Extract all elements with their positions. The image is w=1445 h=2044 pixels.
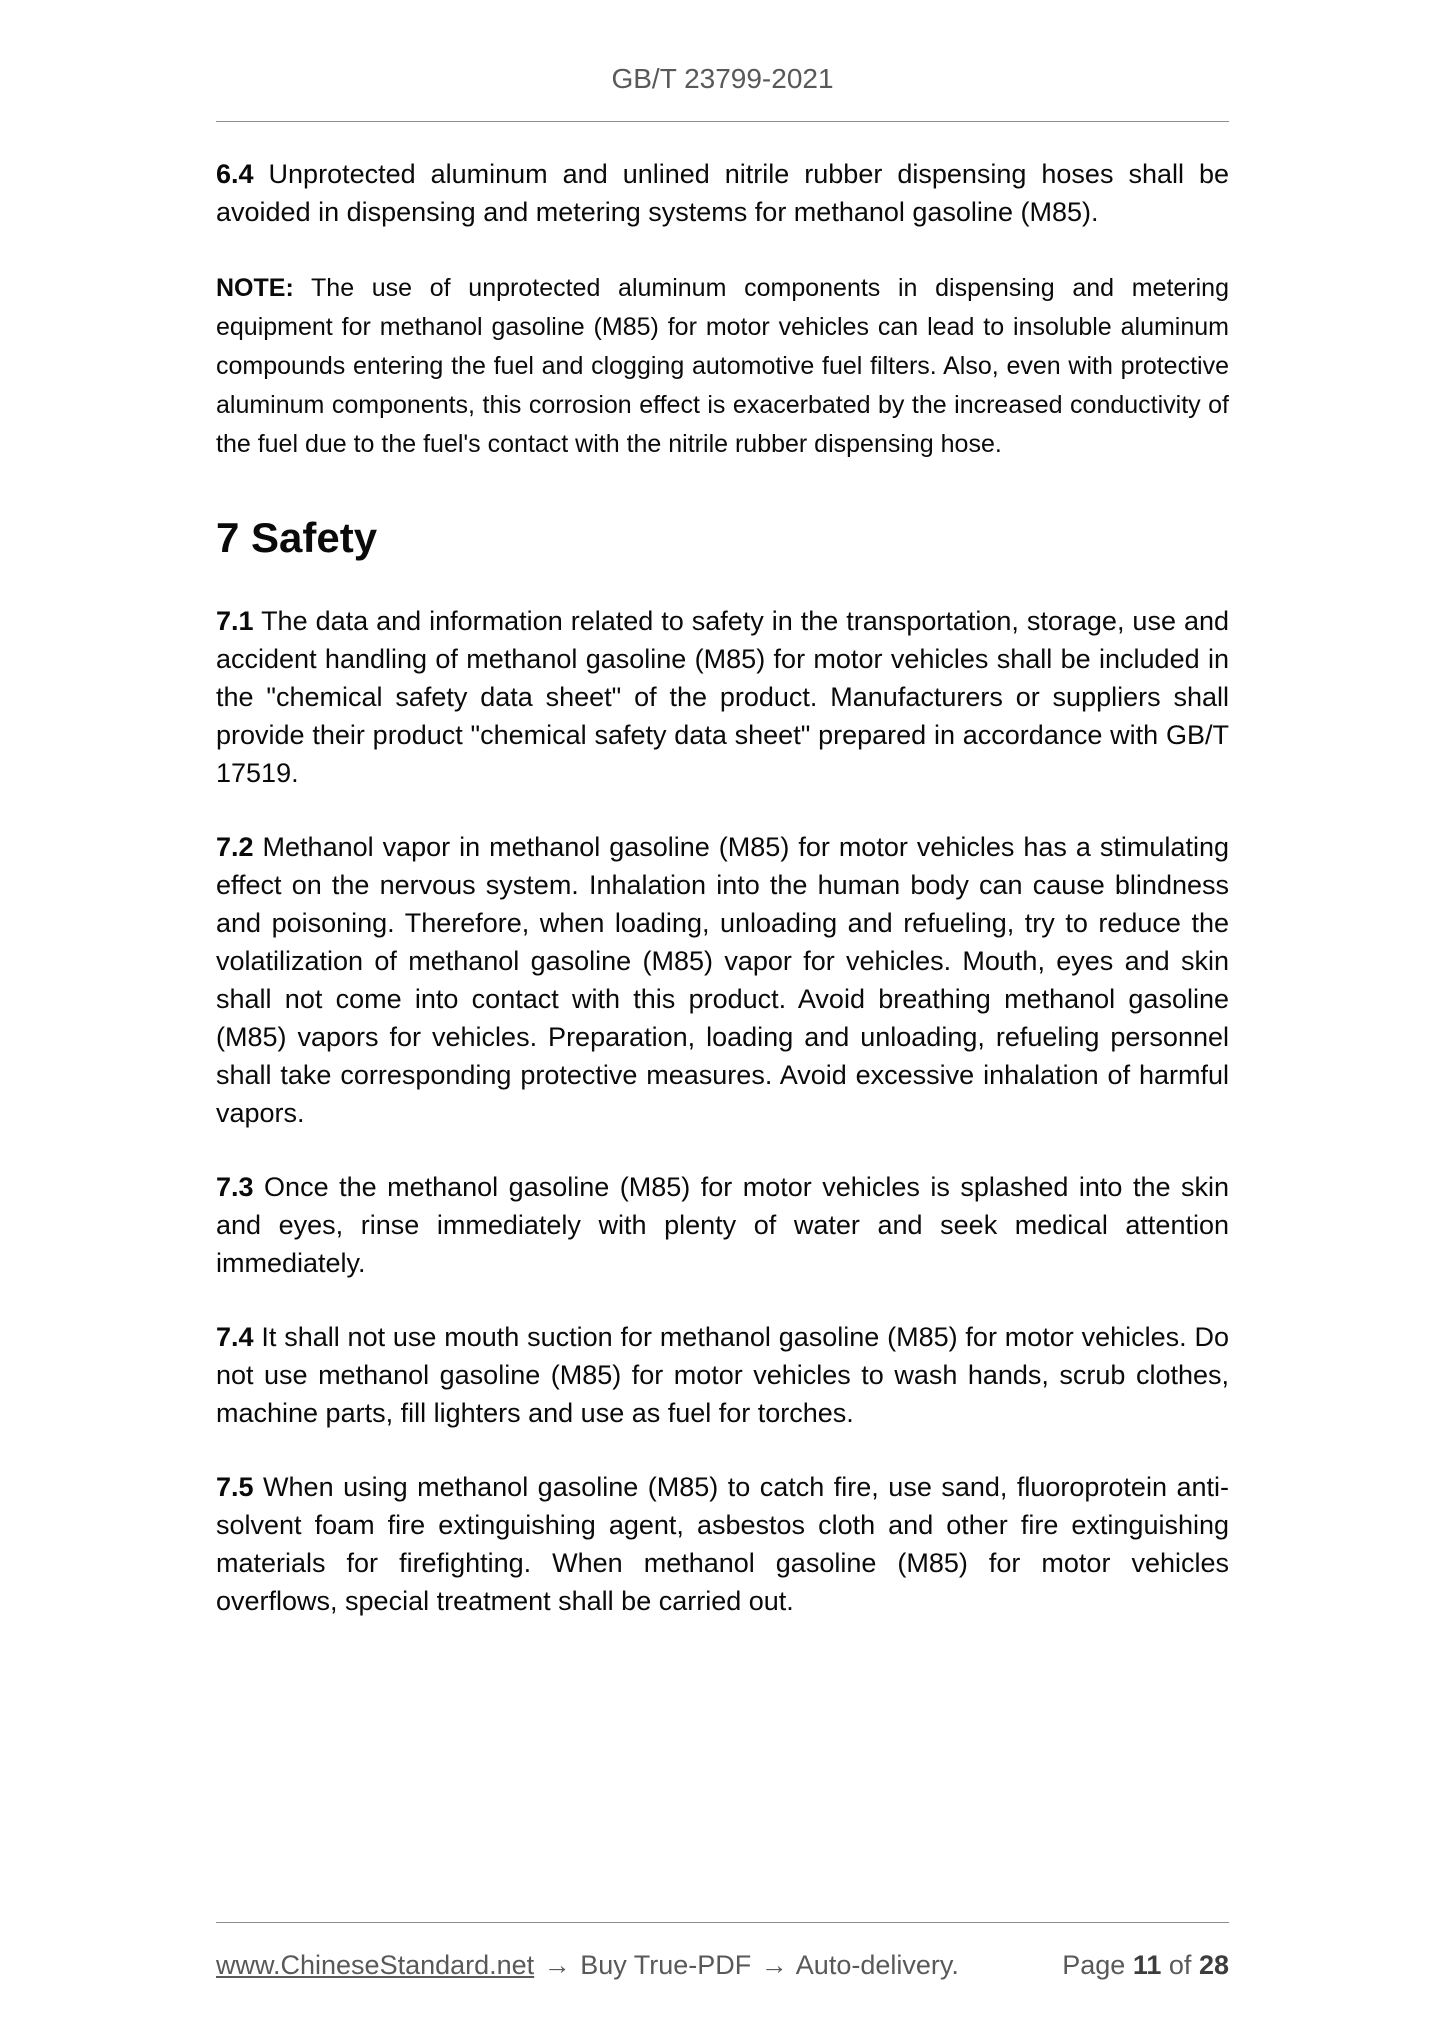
header-divider [216,121,1229,122]
note-label: NOTE: [216,274,294,302]
footer-divider [216,1922,1229,1923]
page-word: Page [1062,1950,1126,1980]
clause-7-1-label: 7.1 [216,606,254,636]
page-of-word: of [1168,1950,1192,1980]
page-body [216,0,1229,1620]
footer-buy-text: Buy True-PDF [580,1950,752,1980]
arrow-right-icon: → [543,1950,571,1980]
footer-delivery-text: Auto-delivery. [795,1950,959,1980]
clause-7-4-text: It shall not use mouth suction for methanol gasoline (M85) for motor vehicles. Do not use methanol gasoline (M85) for motor vehicles to wash hands, scrub clothes, machine parts, fill lighters and use as fuel for torches. [216,1322,1229,1428]
clause-7-4 [216,1318,1229,1432]
page-total-number: 28 [1198,1950,1229,1980]
clause-7-3-label: 7.3 [216,1172,254,1202]
page-indicator [1062,1949,1229,1982]
clause-6-4 [216,155,1229,231]
clause-7-2 [216,828,1229,1132]
clause-7-5 [216,1468,1229,1620]
clause-7-3 [216,1168,1229,1282]
arrow-right-icon: → [760,1950,788,1980]
section-7-heading: 7 Safety [216,514,378,561]
clause-7-1-text: The data and information related to safety in the transportation, storage, use and accident handling of methanol gasoline (M85) for motor vehicles shall be included in the "chemical safety data sheet" of the product. Manufacturers or suppliers shall provide their product "chemical safety data sheet" prepared in accordance with GB/T 17519. [216,606,1230,788]
clause-6-4-label: 6.4 [216,159,254,189]
clause-7-2-text: Methanol vapor in methanol gasoline (M85) for motor vehicles has a stimulating effect on the nervous system. Inhalation into the human body can cause blindness and poisoning. Therefore, when loading, unloading and refueling, try to reduce the volatilization of methanol gasoline (M85) vapor for vehicles. Mouth, eyes and skin shall not come into contact with this product. Avoid breathing methanol gasoline (M85) vapors for vehicles. Preparation, loading and unloading, refueling personnel shall take corresponding protective measures. Avoid excessive inhalation of harmful vapors. [216,832,1229,1128]
note-text: The use of unprotected aluminum components in dispensing and metering equipment for methanol gasoline (M85) for motor vehicles can lead to insoluble aluminum compounds entering the fuel and clogging automotive fuel filters. Also, even with protective aluminum components, this corrosion effect is exacerbated by the increased conductivity of the fuel due to the fuel's contact with the nitrile rubber dispensing hose. [216,274,1229,458]
note-paragraph [216,269,1229,464]
clause-7-4-label: 7.4 [216,1322,254,1352]
page-footer [216,1922,1229,1982]
clause-7-2-label: 7.2 [216,832,254,862]
clause-6-4-text: Unprotected aluminum and unlined nitrile rubber dispensing hoses shall be avoided in dispensing and metering systems for methanol gasoline (M85). [216,159,1229,227]
website-link[interactable]: www.ChineseStandard.net [216,1950,535,1980]
clause-7-5-label: 7.5 [216,1472,254,1502]
clause-7-3-text: Once the methanol gasoline (M85) for motor vehicles is splashed into the skin and eyes, rinse immediately with plenty of water and seek medical attention immediately. [216,1172,1229,1278]
footer-row [216,1949,1229,1982]
footer-source-line [216,1949,959,1982]
clause-7-1 [216,602,1229,792]
clause-7-5-text: When using methanol gasoline (M85) to catch fire, use sand, fluoroprotein anti-solvent foam fire extinguishing agent, asbestos cloth and other fire extinguishing materials for firefighting. When methanol gasoline (M85) for motor vehicles overflows, special treatment shall be carried out. [216,1472,1229,1616]
page-current-number: 11 [1132,1950,1162,1980]
header-doc-number: GB/T 23799-2021 [611,63,834,94]
